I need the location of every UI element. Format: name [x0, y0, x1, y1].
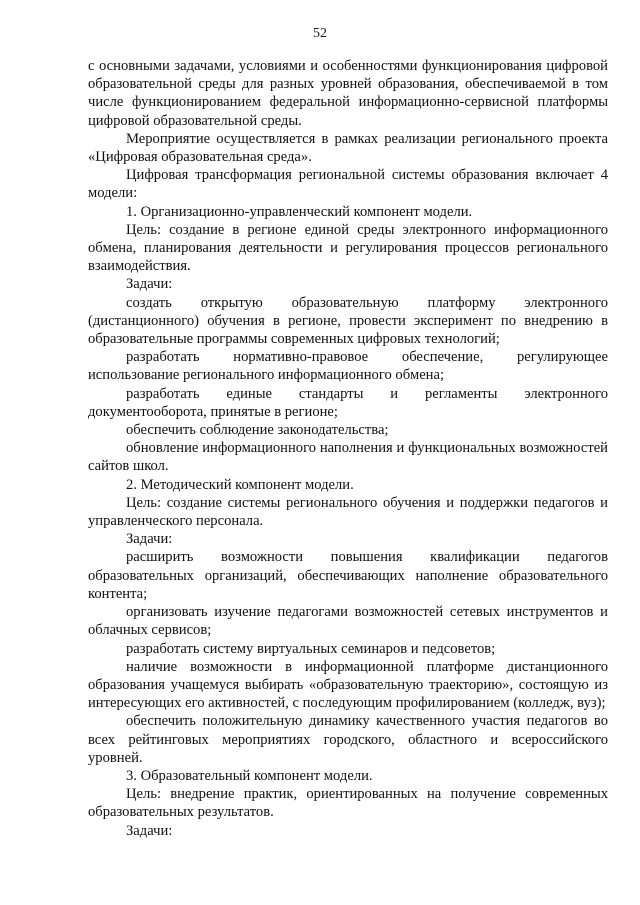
tasks-label: Задачи: [126, 276, 173, 293]
paragraph: с основными задачами, условиями и особенностями функционирования цифровой образовательной среды для разных уровней образования, обеспечиваемой в том числе функционированием федеральной информационно-сервисной платформы цифровой образовательной среды. [88, 58, 608, 129]
task-item: обеспечить положительную динамику качественного участия педагогов во всех рейтинговых мероприятиях городского, областного и всероссийского уровней. [88, 713, 608, 766]
document-body [88, 57, 608, 840]
task-item: обеспечить соблюдение законодательства; [126, 422, 389, 439]
task-item: создать открытую образовательную платформу электронного (дистанционного) обучения в регионе, провести эксперимент по внедрению в образовательные программы современных цифровых технологий; [88, 294, 608, 348]
task-item: разработать нормативно-правовое обеспечение, регулирующее использование регионального информационного обмена; [88, 349, 608, 384]
task-item: наличие возможности в информационной платформе дистанционного образования учащемуся выбирать «образовательную траекторию», состоящую из интересующих его активностей, с последующим профилированием (колледж, вуз); [88, 658, 608, 712]
section-heading: 3. Образовательный компонент модели. [126, 767, 373, 784]
paragraph: Цифровая трансформация региональной системы образования включает 4 модели: [88, 167, 608, 202]
paragraph: Цель: создание в регионе единой среды электронного информационного обмена, планирования деятельности и регулирования процессов регионального взаимодействия. [88, 221, 608, 275]
task-item: разработать систему виртуальных семинаров и педсоветов; [126, 640, 496, 657]
task-item: расширить возможности повышения квалификации педагогов образовательных организаций, обеспечивающих наполнение образовательного контента; [88, 549, 608, 602]
page-number: 52 [313, 26, 327, 41]
section-heading: 2. Методический компонент модели. [126, 476, 354, 493]
paragraph: Цель: создание системы регионального обучения и поддержки педагогов и управленческого персонала. [88, 494, 608, 530]
task-item: обновление информационного наполнения и функциональных возможностей сайтов школ. [88, 440, 608, 475]
task-item: разработать единые стандарты и регламенты электронного документооборота, принятые в регионе; [88, 385, 608, 420]
task-item: организовать изучение педагогами возможностей сетевых инструментов и облачных сервисов; [88, 604, 608, 639]
tasks-label: Задачи: [126, 531, 173, 548]
paragraph: Цель: внедрение практик, ориентированных на получение современных образовательных результатов. [88, 786, 608, 821]
tasks-label: Задачи: [126, 822, 173, 839]
paragraph: Мероприятие осуществляется в рамках реализации регионального проекта «Цифровая образовательная среда». [88, 130, 608, 166]
section-heading: 1. Организационно-управленческий компонент модели. [126, 203, 473, 220]
